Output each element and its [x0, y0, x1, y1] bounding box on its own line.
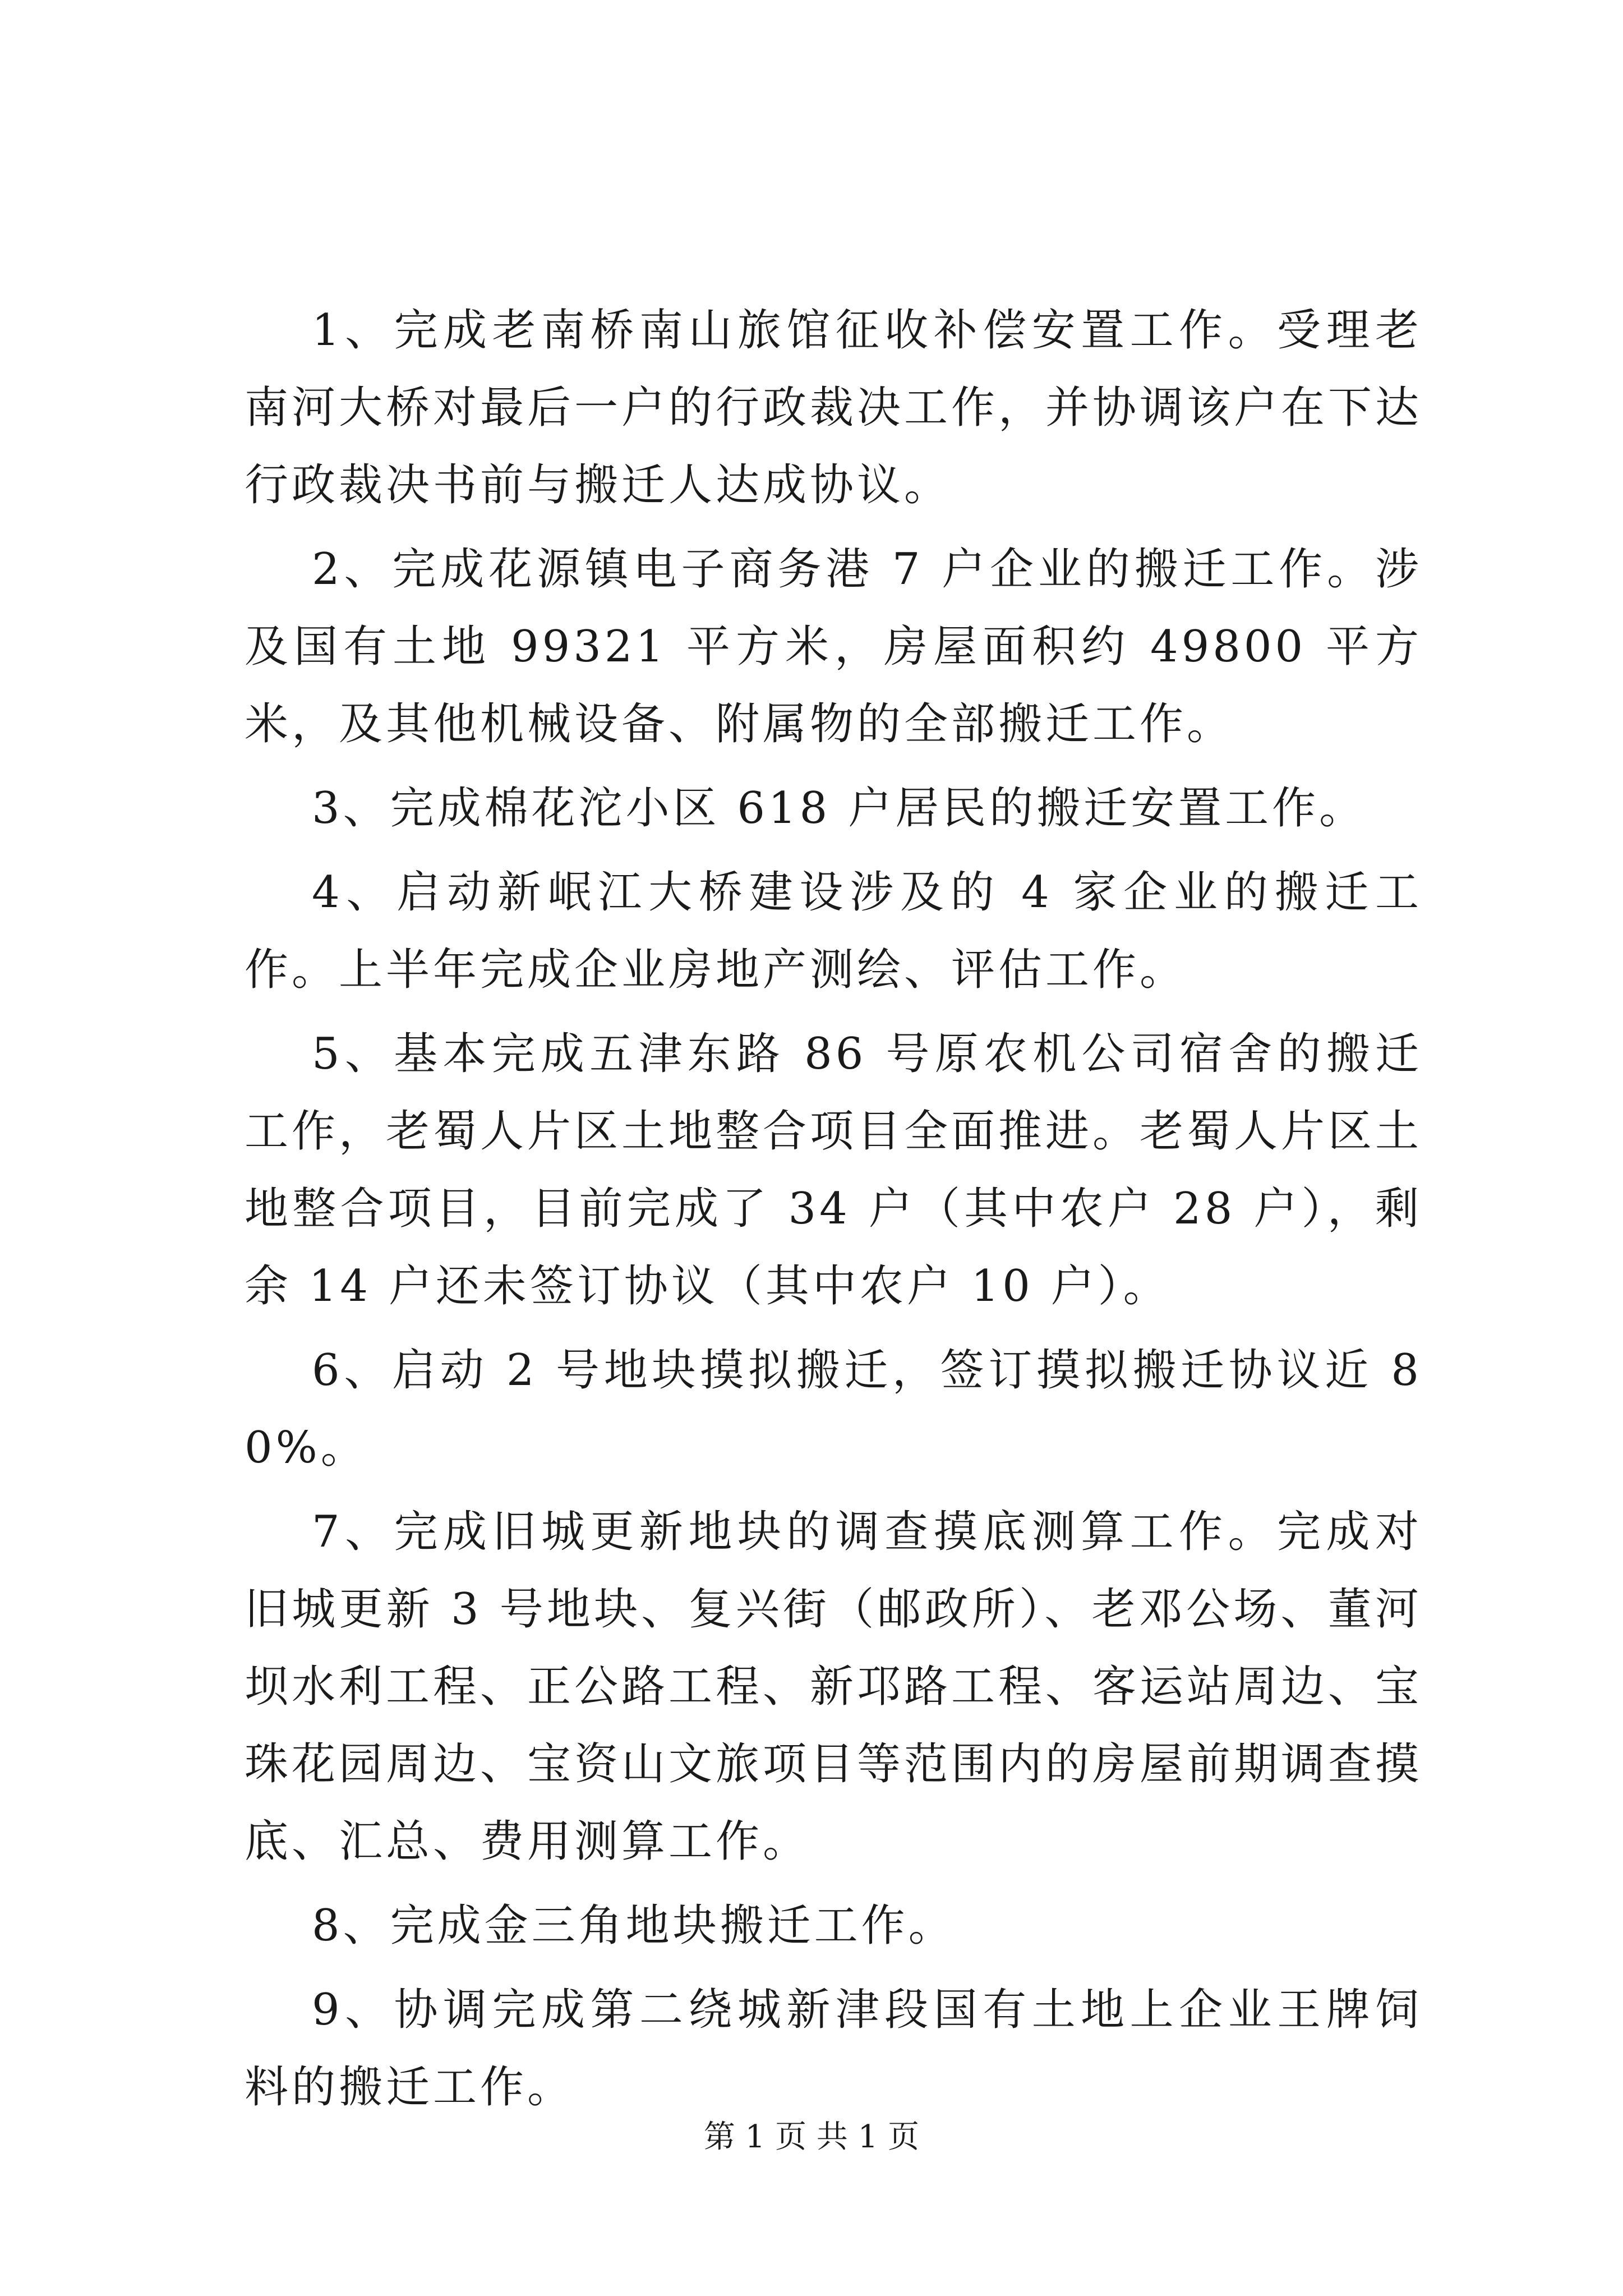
paragraph-1: 1、完成老南桥南山旅馆征收补偿安置工作。受理老南河大桥对最后一户的行政裁决工作，并协调该户在下达行政裁决书前与搬迁人达成协议。: [245, 305, 1423, 510]
paragraph-3: 3、完成棉花沱小区 618 户居民的搬迁安置工作。: [312, 783, 1367, 834]
paragraph-8: 8、完成金三角地块搬迁工作。: [312, 1901, 956, 1951]
paragraph-7: 7、完成旧城更新地块的调查摸底测算工作。完成对旧城更新 3 号地块、复兴街（邮政所）、老邓公场、董河坝水利工程、正公路工程、新邛路工程、客运站周边、宝珠花园周边、宝资山文旅项目等范围内的房屋前期调查摸底、汇总、费用测算工作。: [245, 1507, 1423, 1867]
document-body: [245, 292, 1422, 2133]
paragraph-6: 6、启动 2 号地块摸拟搬迁，签订摸拟搬迁协议近 80%。: [245, 1345, 1422, 1473]
paragraph-4: 4、启动新岷江大桥建设涉及的 4 家企业的搬迁工作。上半年完成企业房地产测绘、评估工作。: [245, 867, 1422, 995]
paragraph-9: 9、协调完成第二绕城新津段国有土地上企业王牌饲料的搬迁工作。: [245, 1985, 1422, 2113]
page-footer: 第 1 页 共 1 页: [703, 2119, 920, 2155]
paragraph-5: 5、基本完成五津东路 86 号原农机公司宿舍的搬迁工作，老蜀人片区土地整合项目全面推进。老蜀人片区土地整合项目，目前完成了 34 户（其中农户 28 户），剩余 14 户还未签订协议（其中农户 10 户）。: [245, 1029, 1423, 1312]
paragraph-2: 2、完成花源镇电子商务港 7 户企业的搬迁工作。涉及国有土地 99321 平方米，房屋面积约 49800 平方米，及其他机械设备、附属物的全部搬迁工作。: [245, 544, 1422, 749]
